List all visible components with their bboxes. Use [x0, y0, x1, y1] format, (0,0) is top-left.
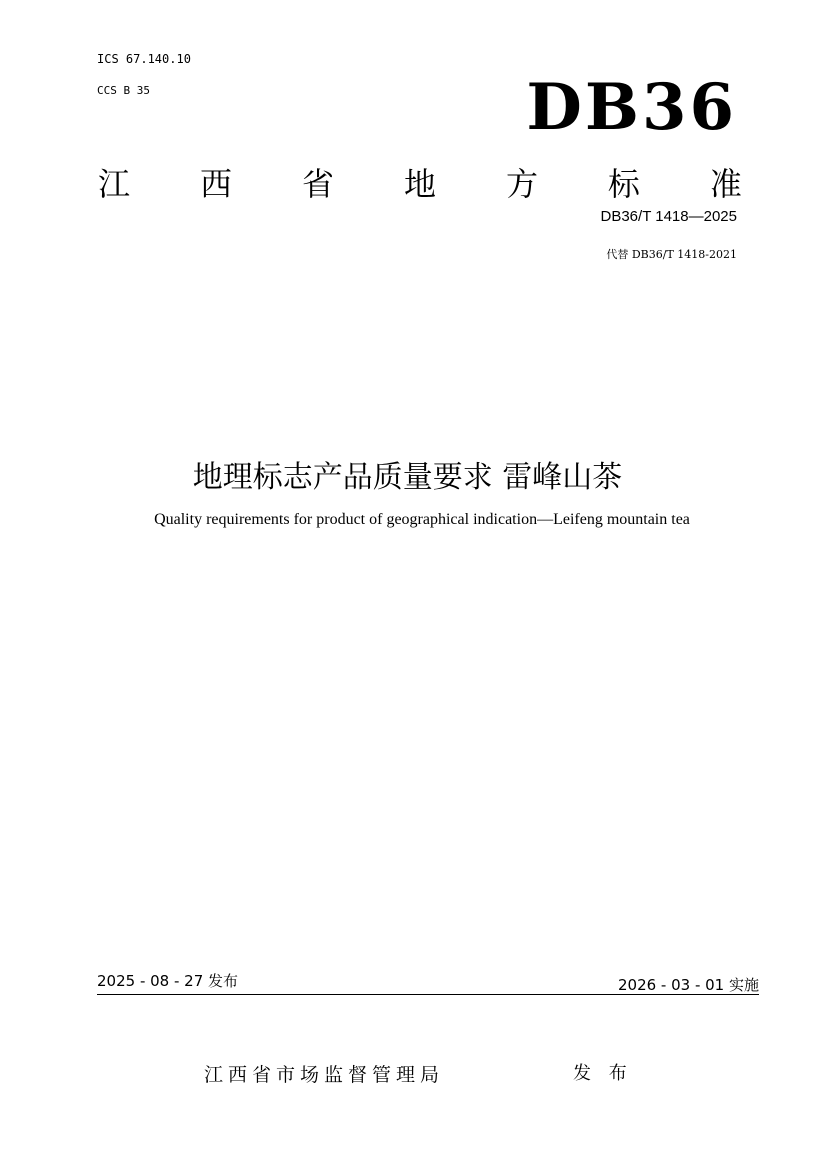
standard-number: DB36/T 1418—2025 [600, 208, 737, 225]
divider-line [97, 994, 759, 995]
standard-type-char: 标 [607, 165, 640, 203]
implementation-date: 2026 - 03 - 01 实施 [617, 976, 759, 994]
standard-type-heading [98, 165, 742, 203]
document-title-english: Quality requirements for product of geographical indication—Leifeng mountain tea [154, 511, 690, 528]
standard-type-char: 西 [199, 165, 232, 203]
publish-label: 发 布 [573, 1063, 633, 1084]
standard-type-char: 准 [709, 165, 742, 203]
document-title-chinese: 地理标志产品质量要求 雷峰山茶 [192, 460, 623, 495]
standard-type-char: 方 [505, 165, 538, 203]
standard-logo: DB36 [526, 70, 737, 145]
standard-type-char: 江 [98, 165, 131, 203]
issue-date: 2025 - 08 - 27 发布 [97, 972, 239, 990]
ics-code: ICS 67.140.10 [97, 52, 191, 66]
standard-type-char: 省 [301, 165, 334, 203]
ccs-code: CCS B 35 [97, 84, 150, 97]
standard-type-char: 地 [403, 165, 436, 203]
replaces-note: 代替 DB36/T 1418-2021 [606, 248, 737, 261]
publisher-name: 江西省市场监督管理局 [204, 1064, 445, 1086]
